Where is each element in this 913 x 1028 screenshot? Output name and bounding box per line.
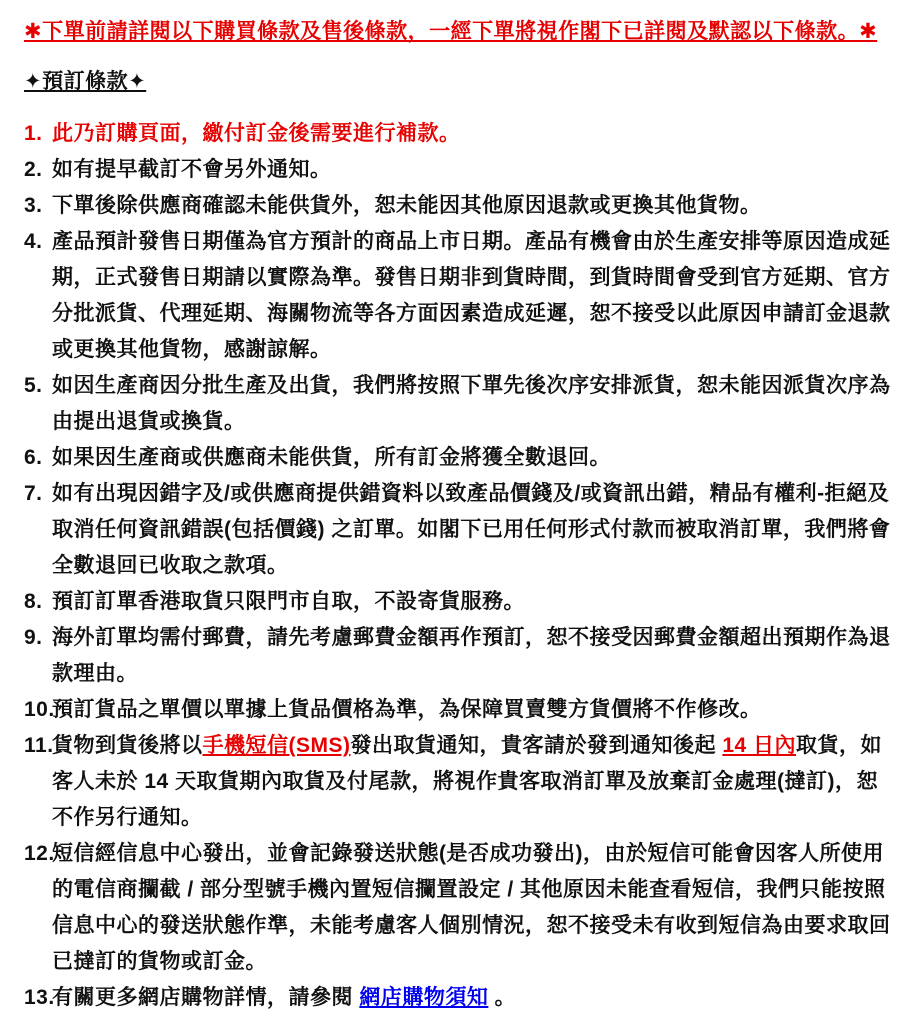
term-item-9 (24, 620, 899, 692)
term-number: 13. (24, 986, 55, 1009)
term-number: 8. (24, 590, 43, 613)
term-number: 6. (24, 446, 43, 469)
term-number: 10. (24, 698, 55, 721)
term-text: 下單後除供應商確認未能供貨外，恕未能因其他原因退款或更換其他貨物。 (52, 194, 762, 217)
term-text: 短信經信息中心發出，並會記錄發送狀態(是否成功發出)，由於短信可能會因客人所使用的電信商攔截 / 部分型號手機內置短信攔置設定 / 其他原因未能查看短信，我們只能按照信息中心的發送狀態作準，未能考慮客人個別情況，恕不接受未有收到短信為由要求取回已撻訂的貨物或訂金。 (52, 842, 891, 973)
term-text: 。 (488, 986, 517, 1009)
term-text: 14 日內 (722, 734, 797, 757)
term-item-7 (24, 476, 899, 584)
term-item-5 (24, 368, 899, 440)
term-number: 11. (24, 734, 54, 757)
terms-list (24, 116, 899, 1016)
shop-guide-link[interactable]: 網店購物須知 (359, 986, 489, 1009)
term-text: 取貨，如客人未於 14 天取貨期內取貨及付尾款，將視作貴客取消訂單及放棄訂金處理(撻訂)，恕不作另行通知。 (52, 734, 883, 829)
term-item-11 (24, 728, 899, 836)
term-number: 3. (24, 194, 43, 217)
term-item-12 (24, 836, 899, 980)
term-item-13 (24, 980, 899, 1016)
term-item-4 (24, 224, 899, 368)
term-number: 9. (24, 626, 43, 649)
term-text: 如有提早截訂不會另外通知。 (52, 158, 332, 181)
term-item-3 (24, 188, 899, 224)
term-text: 預訂訂單香港取貨只限門市自取，不設寄貨服務。 (52, 590, 525, 613)
term-number: 4. (24, 230, 43, 253)
term-text: 如果因生產商或供應商未能供貨，所有訂金將獲全數退回。 (52, 446, 611, 469)
term-number: 5. (24, 374, 43, 397)
term-text: 海外訂單均需付郵費，請先考慮郵費金額再作預訂，恕不接受因郵費金額超出預期作為退款理由。 (52, 626, 891, 685)
purchase-notice-heading: ✱下單前請詳閱以下購買條款及售後條款，一經下單將視作閣下已詳閱及默認以下條款。✱ (24, 20, 878, 43)
term-text: 發出取貨通知，貴客請於發到通知後起 (350, 734, 723, 757)
term-text: 如有出現因錯字及/或供應商提供錯資料以致產品價錢及/或資訊出錯，精品有權利-拒絕及取消任何資訊錯誤(包括價錢) 之訂單。如閣下已用任何形式付款而被取消訂單，我們將會全數退回已收取之款項。 (52, 482, 891, 577)
term-text: 產品預計發售日期僅為官方預計的商品上市日期。產品有機會由於生產安排等原因造成延期，正式發售日期請以實際為準。發售日期非到貨時間，到貨時間會受到官方延期、官方分批派貨、代理延期、海關物流等各方面因素造成延遲，恕不接受以此原因申請訂金退款或更換其他貨物，感謝諒解。 (52, 230, 891, 361)
term-text: 預訂貨品之單價以單據上貨品價格為準，為保障買賣雙方貨價將不作修改。 (52, 698, 762, 721)
term-text: 如因生產商因分批生產及出貨，我們將按照下單先後次序安排派貨，恕未能因派貨次序為由提出退貨或換貨。 (52, 374, 891, 433)
term-item-1 (24, 116, 899, 152)
term-item-2 (24, 152, 899, 188)
term-text: 手機短信(SMS) (202, 734, 351, 757)
term-number: 1. (24, 122, 43, 145)
term-number: 12. (24, 842, 55, 865)
preorder-terms-heading: ✦預訂條款✦ (24, 70, 147, 93)
term-text: 此乃訂購頁面，繳付訂金後需要進行補款。 (52, 122, 461, 145)
term-number: 2. (24, 158, 43, 181)
term-number: 7. (24, 482, 43, 505)
term-item-6 (24, 440, 899, 476)
term-text: 貨物到貨後將以 (52, 734, 203, 757)
term-item-8 (24, 584, 899, 620)
term-text: 有關更多網店購物詳情，請參閱 (52, 986, 360, 1009)
term-item-10 (24, 692, 899, 728)
